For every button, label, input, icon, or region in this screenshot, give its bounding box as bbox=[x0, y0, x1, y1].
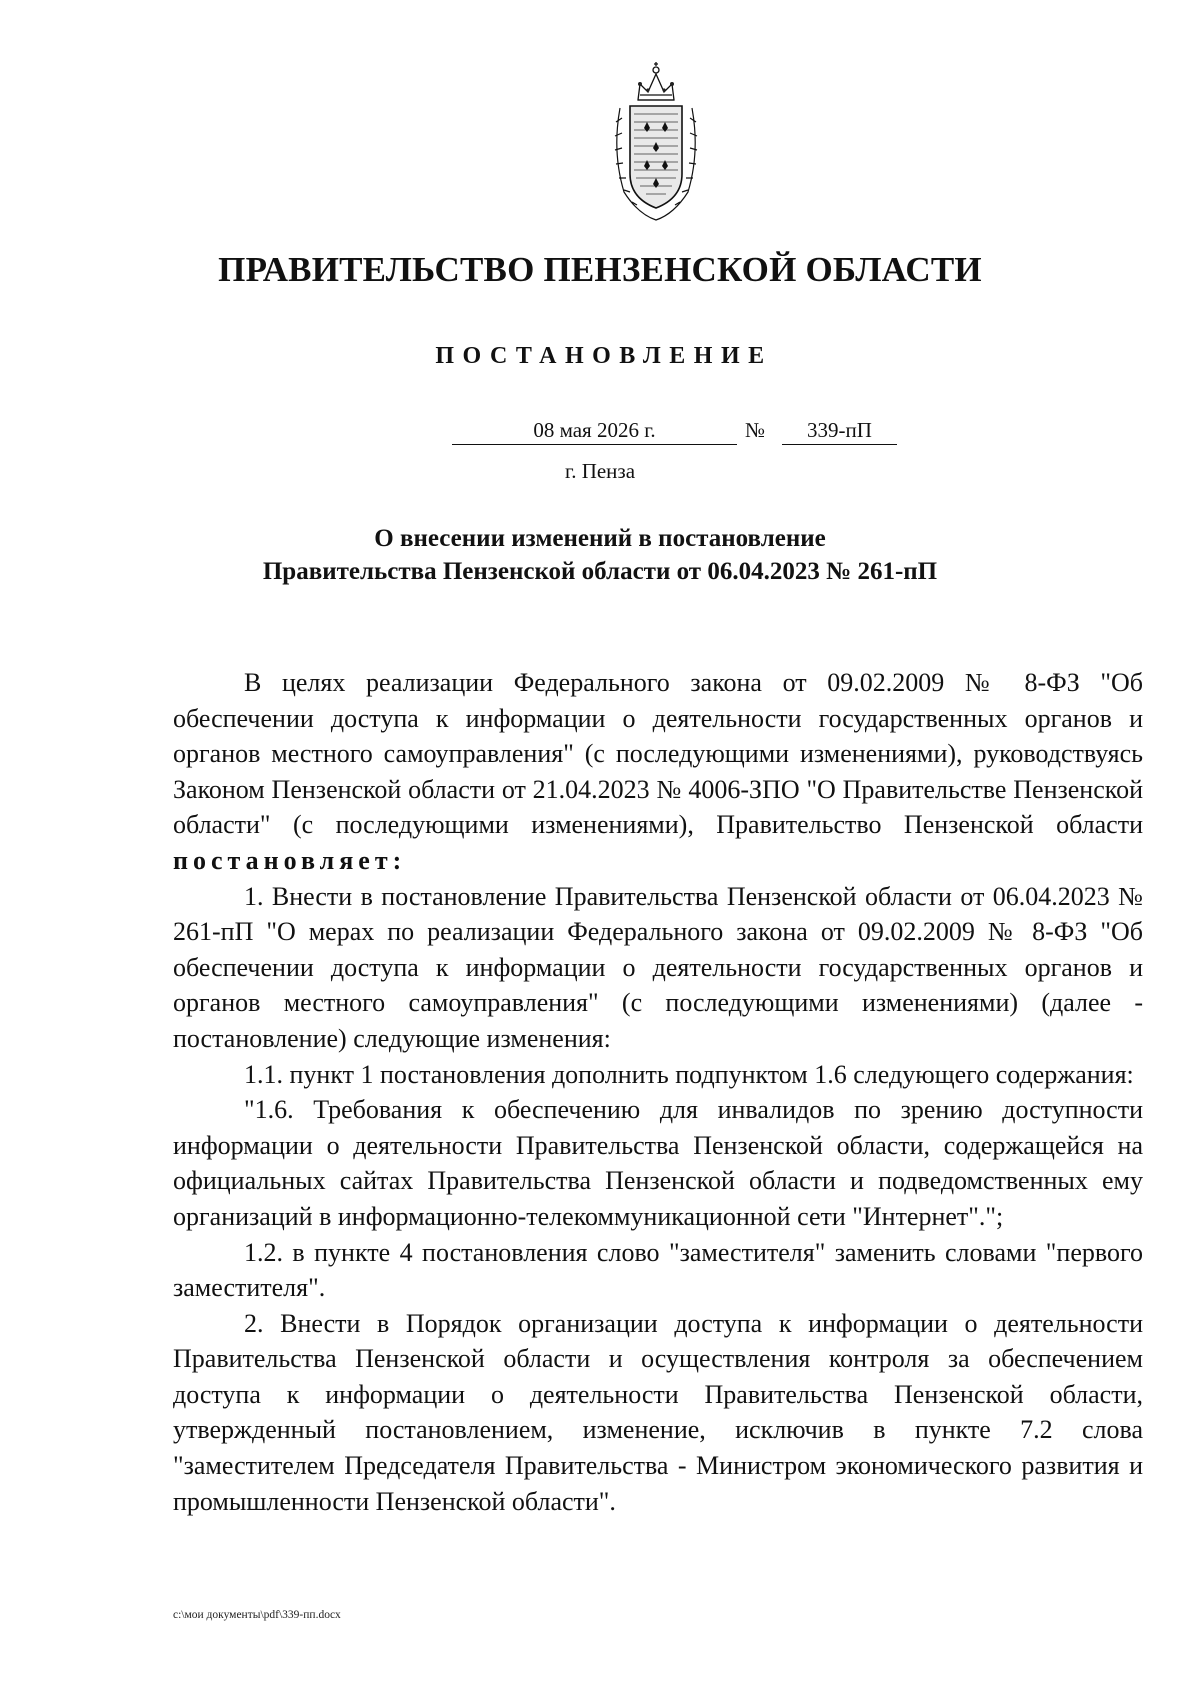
clause-1-6-paragraph: "1.6. Требования к обеспечению для инвалидов по зрению доступности информации о деятельности Правительства Пензенской области, содержащейся на официальных сайтах Правительства Пензенской области и подведомственных ему организаций в информационно-телекоммуникационной сети "Интернет"."; bbox=[173, 1095, 1143, 1231]
clause-1-paragraph: 1. Внести в постановление Правительства Пензенской области от 06.04.2023 № 261-пП "О мерах по реализации Федерального закона от 09.02.2009 № 8-ФЗ "Об обеспечении доступа к информации о деятельности государственных органов и органов местного самоуправления" (с последующими изменениями) (далее - постановление) следующие изменения: bbox=[173, 881, 1143, 1053]
subject-line-2: Правительства Пензенской области от 06.04.2023 № 261-пП bbox=[262, 558, 938, 585]
subject-line-1: О внесении изменений в постановление bbox=[374, 525, 826, 552]
government-title: ПРАВИТЕЛЬСТВО ПЕНЗЕНСКОЙ ОБЛАСТИ bbox=[218, 250, 982, 289]
clause-2-paragraph: 2. Внести в Порядок организации доступа к информации о деятельности Правительства Пензенской области и осуществления контроля за обеспечением доступа к информации о деятельности Правительства Пензенской области, утвержденный постановлением, изменение, исключив в пункте 7.2 слова "заместителем Председателя Правительства - Министром экономического развития и промышленности Пензенской области". bbox=[173, 1308, 1143, 1516]
document-city: г. Пенза bbox=[564, 459, 636, 483]
document-type: ПОСТАНОВЛЕНИЕ bbox=[435, 343, 773, 369]
document-body bbox=[173, 665, 1143, 1519]
clause-1-1-paragraph: 1.1. пункт 1 постановления дополнить подпунктом 1.6 следующего содержания: bbox=[244, 1059, 1134, 1089]
preamble-paragraph bbox=[173, 665, 1143, 879]
coat-of-arms-emblem bbox=[610, 62, 702, 224]
document-number: 339-пП bbox=[782, 418, 897, 445]
number-sign: № bbox=[745, 418, 766, 442]
preamble-text: В целях реализации Федерального закона от 09.02.2009 № 8-ФЗ "Об обеспечении доступа к информации о деятельности государственных органов и органов местного самоуправления" (с последующими изменениями), руководствуясь Законом Пензенской области от 21.04.2023 № 4006-ЗПО "О Правительстве Пензенской области" (с последующими изменениями), Правительство Пензенской области bbox=[173, 668, 1143, 840]
document-subject bbox=[0, 522, 1200, 588]
clause-1-2-paragraph: 1.2. в пункте 4 постановления слово "заместителя" заменить словами "первого заместителя". bbox=[173, 1237, 1143, 1303]
document-date: 08 мая 2026 г. bbox=[452, 418, 737, 445]
file-path-footer: c:\мои документы\pdf\339-пп.docx bbox=[173, 1609, 341, 1621]
decree-word: постановляет: bbox=[173, 845, 407, 875]
